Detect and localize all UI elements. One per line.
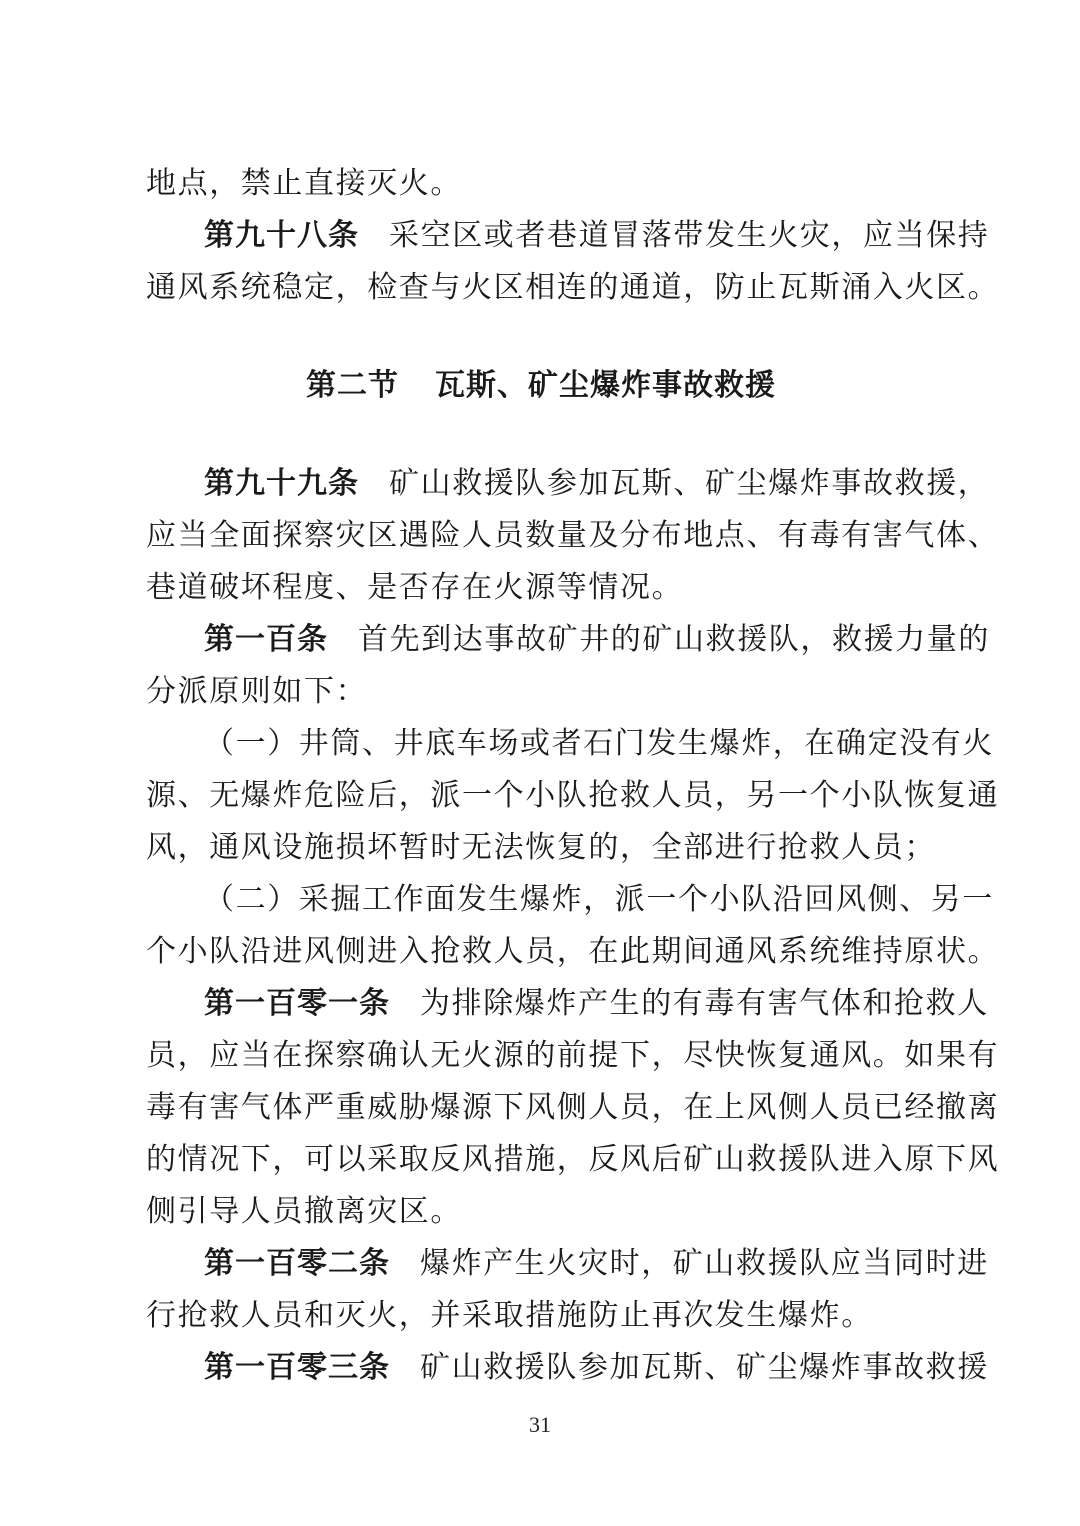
paragraph-line: 巷道破坏程度、是否存在火源等情况。	[146, 570, 684, 605]
article-text: 矿山救援队参加瓦斯、矿尘爆炸事故救援	[420, 1350, 989, 1385]
section-name: 瓦斯、矿尘爆炸事故救援	[435, 368, 776, 403]
list-item-line: （二）采掘工作面发生爆炸，派一个小队沿回风侧、另一	[204, 882, 994, 917]
article-heading: 第一百零三条	[204, 1350, 390, 1385]
paragraph-line: 的情况下，可以采取反风措施，反风后矿山救援队进入原下风	[146, 1142, 1000, 1177]
paragraph-line: 应当全面探察灾区遇险人员数量及分布地点、有毒有害气体、	[146, 518, 1000, 553]
article-100-line	[146, 614, 990, 666]
section-title	[146, 360, 936, 412]
list-item-line: （一）井筒、井底车场或者石门发生爆炸，在确定没有火	[204, 726, 994, 761]
paragraph-line: 源、无爆炸危险后，派一个小队抢救人员，另一个小队恢复通	[146, 778, 1000, 813]
paragraph-line: 通风系统稳定，检查与火区相连的通道，防止瓦斯涌入火区。	[146, 270, 1000, 305]
paragraph-line: 毒有害气体严重威胁爆源下风侧人员，在上风侧人员已经撤离	[146, 1090, 1000, 1125]
article-heading: 第一百零二条	[204, 1246, 390, 1281]
article-text: 矿山救援队参加瓦斯、矿尘爆炸事故救援，	[389, 466, 990, 501]
article-heading: 第九十九条	[204, 466, 359, 501]
paragraph-line: 分派原则如下：	[146, 674, 368, 709]
article-text: 为排除爆炸产生的有毒有害气体和抢救人	[420, 986, 989, 1021]
article-103-line	[146, 1342, 989, 1394]
paragraph-line: 个小队沿进风侧进入抢救人员，在此期间通风系统维持原状。	[146, 934, 1000, 969]
article-102-line	[146, 1238, 989, 1290]
paragraph-line: 员，应当在探察确认无火源的前提下，尽快恢复通风。如果有	[146, 1038, 1000, 1073]
paragraph-line: 风，通风设施损坏暂时无法恢复的，全部进行抢救人员；	[146, 830, 936, 865]
article-heading: 第一百条	[204, 622, 328, 657]
article-101-line	[146, 978, 989, 1030]
article-99-line	[146, 458, 990, 510]
paragraph-line: 行抢救人员和灭火，并采取措施防止再次发生爆炸。	[146, 1298, 873, 1333]
paragraph-line: 侧引导人员撤离灾区。	[146, 1194, 462, 1229]
article-text: 首先到达事故矿井的矿山救援队，救援力量的	[358, 622, 990, 657]
document-page	[146, 158, 1000, 1394]
article-98-line	[146, 210, 990, 262]
section-number: 第二节	[306, 368, 399, 403]
article-heading: 第一百零一条	[204, 986, 390, 1021]
page-number: 31	[529, 1412, 551, 1437]
article-text: 爆炸产生火灾时，矿山救援队应当同时进	[420, 1246, 989, 1281]
article-text: 采空区或者巷道冒落带发生火灾，应当保持	[389, 218, 990, 253]
article-heading: 第九十八条	[204, 218, 359, 253]
paragraph-line: 地点，禁止直接灭火。	[146, 166, 462, 201]
